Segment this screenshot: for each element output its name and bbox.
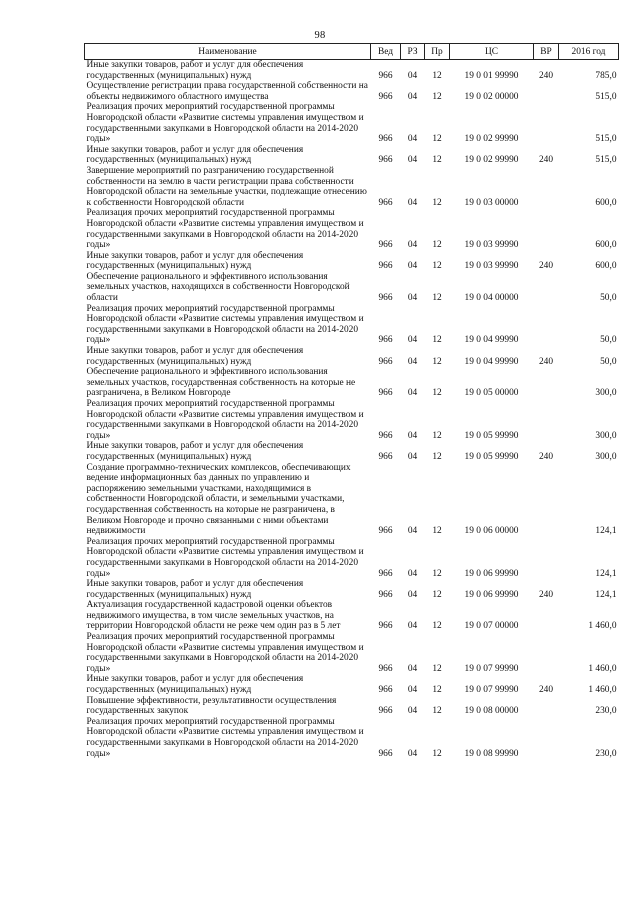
row-cs: 19 0 02 99990 bbox=[464, 134, 519, 145]
table-row bbox=[85, 272, 619, 304]
row-cs: 19 0 07 99990 bbox=[464, 663, 519, 674]
row-rz: 04 bbox=[407, 197, 418, 208]
row-name: Реализация прочих мероприятий государственной программы Новгородской области «Развитие системы управления имуществом и государственными закупками в Новгородской области на 2014-2020 годы» bbox=[86, 716, 364, 759]
row-amount: 1 460,0 bbox=[588, 621, 617, 632]
row-pr: 12 bbox=[432, 663, 442, 674]
row-amount: 515,0 bbox=[595, 91, 617, 102]
row-cs: 19 0 02 99990 bbox=[464, 155, 519, 166]
row-name: Реализация прочих мероприятий государственной программы Новгородской области «Развитие системы управления имуществом и государственными закупками в Новгородской области на 2014-2020 годы» bbox=[86, 536, 364, 579]
table-row bbox=[85, 208, 619, 250]
row-name: Иные закупки товаров, работ и услуг для обеспечения государственных (муниципальных) нужд bbox=[86, 346, 304, 367]
row-ved: 966 bbox=[378, 293, 393, 304]
row-cs: 19 0 04 00000 bbox=[464, 293, 519, 304]
row-pr: 12 bbox=[432, 356, 442, 367]
row-vr: 240 bbox=[538, 356, 554, 367]
row-pr: 12 bbox=[432, 197, 442, 208]
row-amount: 124,1 bbox=[595, 526, 617, 537]
row-name: Завершение мероприятий по разграничению государственной собственности на землю в части регистрации права собственности Новгородской области на земельные участки, подлежащие отнесению к собственности Новгородской области bbox=[86, 165, 367, 208]
row-rz: 04 bbox=[407, 70, 418, 81]
header-year: 2016 год bbox=[559, 44, 619, 60]
row-amount: 600,0 bbox=[595, 240, 617, 251]
row-ved: 966 bbox=[378, 388, 393, 399]
header-cs: ЦС bbox=[450, 44, 534, 60]
row-rz: 04 bbox=[407, 663, 418, 674]
row-amount: 230,0 bbox=[595, 748, 617, 759]
row-pr: 12 bbox=[432, 685, 442, 696]
row-name: Иные закупки товаров, работ и услуг для обеспечения государственных (муниципальных) нужд bbox=[86, 144, 304, 166]
header-ved: Вед bbox=[371, 44, 401, 60]
row-ved: 966 bbox=[378, 589, 393, 600]
row-vr bbox=[534, 463, 559, 537]
header-name: Наименование bbox=[85, 44, 371, 60]
row-amount: 124,1 bbox=[595, 589, 617, 600]
table-row bbox=[85, 717, 619, 759]
row-vr bbox=[534, 102, 559, 144]
row-name: Иные закупки товаров, работ и услуг для обеспечения государственных (муниципальных) нужд bbox=[86, 441, 304, 462]
row-name: Обеспечение рационального и эффективного использования земельных участков, государственная собственность на которые не разграничена, в Великом Новгороде bbox=[86, 367, 356, 399]
row-ved: 966 bbox=[378, 197, 393, 208]
row-rz: 04 bbox=[407, 748, 418, 759]
row-vr bbox=[534, 272, 559, 304]
row-amount: 124,1 bbox=[595, 568, 617, 579]
row-name: Создание программно-технических комплексов, обеспечивающих ведение информационных баз данных по управлению и распоряжению земельными участками, находящимися в собственности Новгородской области, и земельными участками, государственная собственность на которые не разграничена, в Великом Новгороде и прочно связанными с ними объектами недвижимости bbox=[86, 462, 351, 537]
table-row bbox=[85, 251, 619, 272]
row-vr: 240 bbox=[538, 155, 554, 166]
row-ved: 966 bbox=[378, 706, 393, 717]
row-name: Иные закупки товаров, работ и услуг для обеспечения государственных (муниципальных) нужд bbox=[86, 60, 304, 81]
row-cs: 19 0 06 99990 bbox=[464, 568, 519, 579]
row-cs: 19 0 03 00000 bbox=[464, 197, 519, 208]
row-ved: 966 bbox=[378, 240, 393, 251]
row-rz: 04 bbox=[407, 451, 418, 462]
row-cs: 19 0 06 00000 bbox=[464, 526, 519, 537]
row-vr: 240 bbox=[538, 261, 554, 272]
row-pr: 12 bbox=[432, 568, 442, 579]
table-row bbox=[85, 367, 619, 399]
row-ved: 966 bbox=[378, 70, 393, 81]
row-vr: 240 bbox=[538, 685, 554, 696]
row-vr bbox=[534, 304, 559, 346]
row-ved: 966 bbox=[378, 261, 393, 272]
row-cs: 19 0 04 99990 bbox=[464, 335, 519, 346]
row-amount: 300,0 bbox=[595, 388, 617, 399]
row-rz: 04 bbox=[407, 261, 418, 272]
row-pr: 12 bbox=[432, 134, 442, 145]
table-row bbox=[85, 399, 619, 441]
table-row bbox=[85, 674, 619, 695]
row-vr bbox=[534, 367, 559, 399]
row-pr: 12 bbox=[432, 70, 442, 81]
row-pr: 12 bbox=[432, 706, 442, 717]
row-rz: 04 bbox=[407, 568, 418, 579]
header-rz: РЗ bbox=[401, 44, 425, 60]
row-ved: 966 bbox=[378, 430, 393, 441]
row-ved: 966 bbox=[378, 134, 393, 145]
row-name: Реализация прочих мероприятий государственной программы Новгородской области «Развитие системы управления имуществом и государственными закупками в Новгородской области на 2014-2020 годы» bbox=[86, 303, 364, 346]
row-rz: 04 bbox=[407, 155, 418, 166]
row-pr: 12 bbox=[432, 240, 442, 251]
row-cs: 19 0 03 99990 bbox=[464, 261, 519, 272]
row-vr bbox=[534, 537, 559, 579]
row-vr bbox=[534, 600, 559, 632]
table-row bbox=[85, 102, 619, 144]
row-pr: 12 bbox=[432, 621, 442, 632]
row-cs: 19 0 05 99990 bbox=[464, 430, 519, 441]
budget-table bbox=[84, 43, 619, 759]
row-amount: 1 460,0 bbox=[588, 685, 617, 696]
row-pr: 12 bbox=[432, 335, 442, 346]
row-amount: 50,0 bbox=[600, 356, 617, 367]
table-row bbox=[85, 346, 619, 367]
row-name: Актуализация государственной кадастровой оценки объектов недвижимого имущества, в том числе земельных участков, на территории Новгородской области не реже чем один раз в 5 лет bbox=[86, 600, 341, 632]
row-pr: 12 bbox=[432, 261, 442, 272]
row-rz: 04 bbox=[407, 685, 418, 696]
row-rz: 04 bbox=[407, 91, 418, 102]
row-name: Иные закупки товаров, работ и услуг для обеспечения государственных (муниципальных) нужд bbox=[86, 674, 304, 696]
row-amount: 50,0 bbox=[600, 335, 617, 346]
row-pr: 12 bbox=[432, 451, 442, 462]
row-ved: 966 bbox=[378, 155, 393, 166]
row-ved: 966 bbox=[378, 748, 393, 759]
table-row bbox=[85, 81, 619, 102]
row-rz: 04 bbox=[407, 293, 418, 304]
row-amount: 515,0 bbox=[595, 134, 617, 145]
table-row bbox=[85, 696, 619, 717]
row-ved: 966 bbox=[378, 91, 393, 102]
table-row bbox=[85, 441, 619, 462]
row-rz: 04 bbox=[407, 621, 418, 632]
row-amount: 785,0 bbox=[595, 70, 617, 81]
row-amount: 600,0 bbox=[595, 261, 617, 272]
row-name: Реализация прочих мероприятий государственной программы Новгородской области «Развитие системы управления имуществом и государственными закупками в Новгородской области на 2014-2020 годы» bbox=[86, 399, 364, 441]
row-name: Обеспечение рационального и эффективного использования земельных участков, находящихся в собственности Новгородской области bbox=[86, 271, 350, 304]
row-vr: 240 bbox=[538, 70, 554, 81]
table-row bbox=[85, 166, 619, 208]
header-vr: ВР bbox=[534, 44, 559, 60]
row-amount: 50,0 bbox=[600, 293, 617, 304]
row-cs: 19 0 04 99990 bbox=[464, 356, 519, 367]
table-row bbox=[85, 145, 619, 166]
row-amount: 600,0 bbox=[595, 197, 617, 208]
row-name: Реализация прочих мероприятий государственной программы Новгородской области «Развитие системы управления имуществом и государственными закупками в Новгородской области на 2014-2020 годы» bbox=[86, 208, 364, 251]
row-vr bbox=[534, 717, 559, 759]
row-vr bbox=[534, 166, 559, 208]
row-cs: 19 0 02 00000 bbox=[464, 91, 519, 102]
row-vr bbox=[534, 696, 559, 717]
row-rz: 04 bbox=[407, 356, 418, 367]
row-ved: 966 bbox=[378, 335, 393, 346]
row-rz: 04 bbox=[407, 134, 418, 145]
row-cs: 19 0 08 99990 bbox=[464, 748, 519, 759]
row-amount: 1 460,0 bbox=[588, 663, 617, 674]
row-pr: 12 bbox=[432, 430, 442, 441]
row-vr: 240 bbox=[538, 589, 554, 600]
row-amount: 515,0 bbox=[595, 155, 617, 166]
row-cs: 19 0 07 00000 bbox=[464, 621, 519, 632]
row-pr: 12 bbox=[432, 748, 442, 759]
row-rz: 04 bbox=[407, 526, 418, 537]
row-vr bbox=[534, 399, 559, 441]
row-vr: 240 bbox=[538, 451, 554, 462]
row-cs: 19 0 06 99990 bbox=[464, 589, 519, 600]
row-name: Иные закупки товаров, работ и услуг для обеспечения государственных (муниципальных) нужд bbox=[86, 250, 304, 272]
row-name: Реализация прочих мероприятий государственной программы Новгородской области «Развитие системы управления имуществом и государственными закупками в Новгородской области на 2014-2020 годы» bbox=[86, 102, 364, 145]
row-name: Осуществление регистрации права государственной собственности на объекты недвижимого областного имущества bbox=[86, 81, 368, 102]
table-row bbox=[85, 60, 619, 82]
row-amount: 230,0 bbox=[595, 706, 617, 717]
row-pr: 12 bbox=[432, 155, 442, 166]
table-row bbox=[85, 304, 619, 346]
row-ved: 966 bbox=[378, 685, 393, 696]
table-header bbox=[85, 44, 619, 60]
row-rz: 04 bbox=[407, 706, 418, 717]
row-rz: 04 bbox=[407, 430, 418, 441]
row-rz: 04 bbox=[407, 589, 418, 600]
table-row bbox=[85, 537, 619, 579]
table-row bbox=[85, 632, 619, 674]
row-rz: 04 bbox=[407, 388, 418, 399]
row-ved: 966 bbox=[378, 621, 393, 632]
row-amount: 300,0 bbox=[595, 430, 617, 441]
row-ved: 966 bbox=[378, 568, 393, 579]
row-pr: 12 bbox=[432, 293, 442, 304]
row-amount: 300,0 bbox=[595, 451, 617, 462]
row-cs: 19 0 03 99990 bbox=[464, 240, 519, 251]
row-cs: 19 0 07 99990 bbox=[464, 685, 519, 696]
row-ved: 966 bbox=[378, 356, 393, 367]
header-row bbox=[85, 44, 619, 60]
row-pr: 12 bbox=[432, 388, 442, 399]
row-vr bbox=[534, 632, 559, 674]
row-vr bbox=[534, 208, 559, 250]
row-cs: 19 0 05 00000 bbox=[464, 388, 519, 399]
row-name: Иные закупки товаров, работ и услуг для обеспечения государственных (муниципальных) нужд bbox=[86, 579, 304, 600]
row-cs: 19 0 08 00000 bbox=[464, 706, 519, 717]
row-vr bbox=[534, 81, 559, 102]
row-ved: 966 bbox=[378, 663, 393, 674]
row-cs: 19 0 05 99990 bbox=[464, 451, 519, 462]
row-ved: 966 bbox=[378, 451, 393, 462]
row-ved: 966 bbox=[378, 526, 393, 537]
table-row bbox=[85, 463, 619, 537]
table-body bbox=[85, 60, 619, 760]
row-cs: 19 0 01 99990 bbox=[464, 70, 519, 81]
row-pr: 12 bbox=[432, 91, 442, 102]
table-row bbox=[85, 600, 619, 632]
row-name: Повышение эффективности, результативности осуществления государственных закупок bbox=[86, 695, 337, 717]
row-rz: 04 bbox=[407, 240, 418, 251]
header-pr: Пр bbox=[425, 44, 450, 60]
row-rz: 04 bbox=[407, 335, 418, 346]
page-number: 98 bbox=[314, 30, 326, 41]
row-pr: 12 bbox=[432, 589, 442, 600]
row-pr: 12 bbox=[432, 526, 442, 537]
table-row bbox=[85, 579, 619, 600]
row-name: Реализация прочих мероприятий государственной программы Новгородской области «Развитие системы управления имуществом и государственными закупками в Новгородской области на 2014-2020 годы» bbox=[86, 632, 364, 674]
